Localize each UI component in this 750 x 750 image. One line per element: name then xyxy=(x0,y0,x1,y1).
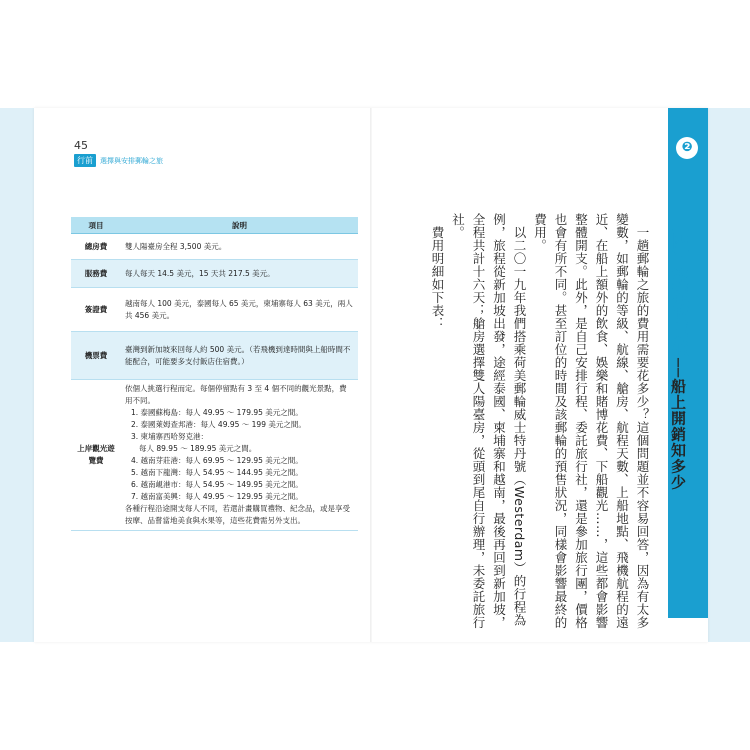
row-item: 簽證費 xyxy=(71,288,121,332)
row-item: 服務費 xyxy=(71,260,121,288)
paragraph: 費用明細如下表： xyxy=(430,225,445,330)
row-desc: 越南每人 100 美元，泰國每人 65 美元，柬埔寨每人 63 美元，兩人共 456 美元。 xyxy=(121,288,358,332)
chapter-number-badge: ❷ xyxy=(676,137,698,159)
row-desc xyxy=(121,380,358,531)
tour-line: 4. 越南芽莊港：每人 69.95 ～ 129.95 美元之間。 xyxy=(131,456,303,465)
col-header-desc: 說明 xyxy=(121,217,358,234)
tour-intro: 依個人挑選行程而定。每個停留點有 3 至 4 個不同的觀光景點，費用不同。 xyxy=(125,384,347,405)
table-row xyxy=(71,260,358,288)
book-spine xyxy=(370,108,372,642)
tour-line: 5. 越南下龍灣：每人 54.95 ～ 144.95 美元之間。 xyxy=(131,468,303,477)
row-desc: 雙人陽臺房全程 3,500 美元。 xyxy=(121,234,358,260)
row-item: 總房費 xyxy=(71,234,121,260)
tour-line: 3. 柬埔寨西哈努克港： xyxy=(131,432,209,441)
running-header xyxy=(74,154,163,167)
tour-line: 6. 越南峴港市：每人 54.95 ～ 149.95 美元之間。 xyxy=(131,480,303,489)
book-spread xyxy=(34,108,708,642)
table-row xyxy=(71,288,358,332)
row-desc: 每人每天 14.5 美元，15 天共 217.5 美元。 xyxy=(121,260,358,288)
section-title-main: （四）旅程的價值 xyxy=(668,214,688,358)
section-tag: 行前 xyxy=(74,154,96,167)
body-text xyxy=(427,213,653,633)
col-header-item: 項目 xyxy=(71,217,121,234)
section-title xyxy=(666,214,691,490)
section-subtitle: ──船上開銷知多少 xyxy=(669,358,687,491)
paragraph: 以二〇一九年我們搭乘荷美郵輪威士特丹號（Westerdam）的行程為例，旅程從新加坡出發，途經泰國、柬埔寨和越南，最後再回到新加坡，全程共計十六天；艙房選擇雙人陽臺房，從頭到尾自行辦理，未委託旅行社。 xyxy=(450,213,527,629)
table-row xyxy=(71,234,358,260)
row-item: 機票費 xyxy=(71,332,121,380)
tour-line: 7. 越南富美興：每人 49.95 ～ 129.95 美元之間。 xyxy=(131,492,303,501)
table-row xyxy=(71,380,358,531)
table-row xyxy=(71,332,358,380)
tour-line: 2. 泰國萊姆查邦港：每人 49.95 ～ 199 美元之間。 xyxy=(131,420,306,429)
chapter-title: 選擇與安排郵輪之旅 xyxy=(100,156,163,165)
tour-line: 1. 泰國蘇梅島：每人 49.95 ～ 179.95 美元之間。 xyxy=(131,408,303,417)
row-desc: 臺灣到新加坡來回每人約 500 美元。（若飛機到達時間與上船時間不能配合，可能要多支付飯店住宿費。） xyxy=(121,332,358,380)
row-item: 上岸觀光遊覽費 xyxy=(71,380,121,531)
paragraph: 一趟郵輪之旅的費用需要花多少？這個問題並不容易回答，因為有太多變數，如郵輪的等級、航線、艙房、航程天數、上船地點、飛機航程的遠近、在船上額外的飲食、娛樂和賭博花費、下船觀光……，這些都會影響整體開支。此外，是自己安排行程、委託旅行社，還是參加旅行團，價格也會有所不同。甚至訂位的時間及該郵輪的預售狀況，同樣會影響最終的費用。 xyxy=(532,213,650,629)
page-number: 45 xyxy=(74,139,88,152)
tour-line: 每人 89.95 ～ 189.95 美元之間。 xyxy=(139,444,257,453)
tour-outro: 各種行程沿途開支每人不同，若還計畫購買禮物、紀念品，或是享受按摩、品嘗當地美食與水果等，這些花費需另外支出。 xyxy=(125,504,350,525)
cost-table xyxy=(71,217,358,531)
